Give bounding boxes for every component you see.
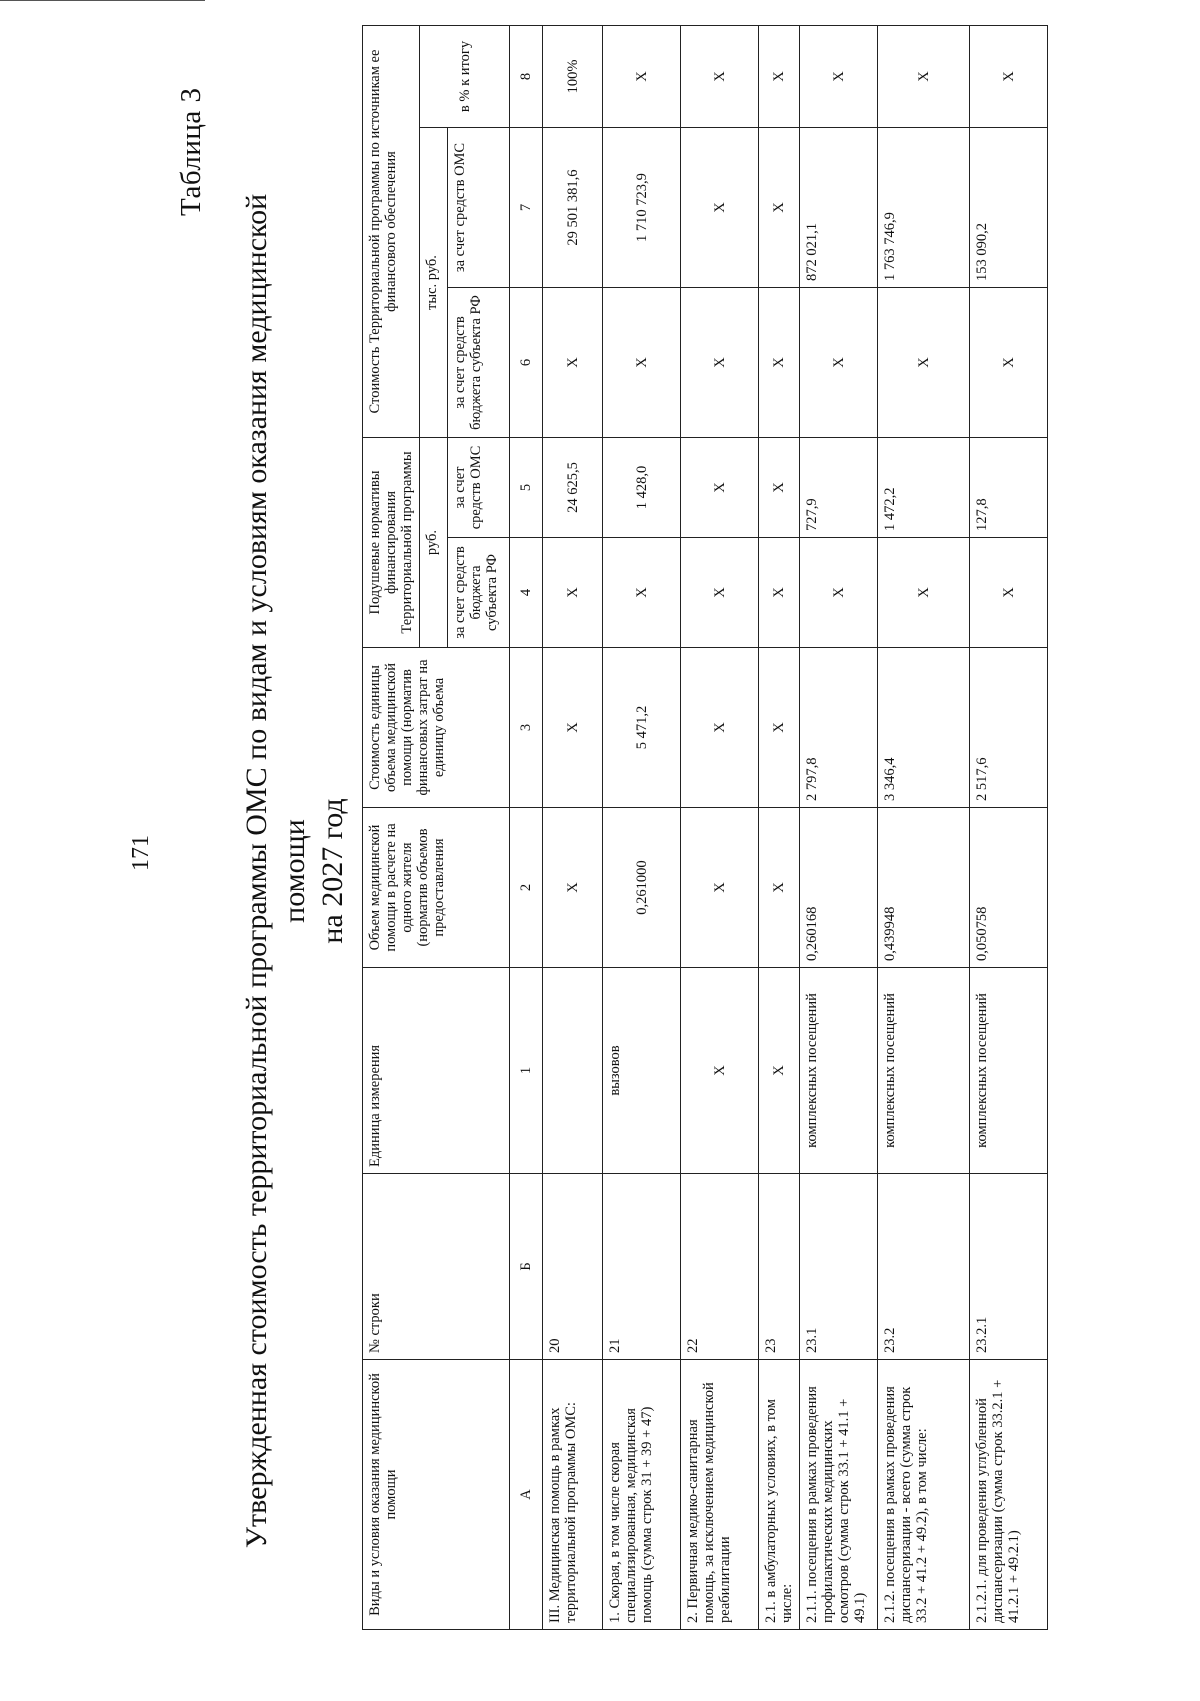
row-cost: 2 517,6 (970, 648, 1048, 808)
header-cost: Стоимость единицы объема медицинской помощи (норматив финансовых затрат на единицу объема (363, 648, 510, 808)
table-row (970, 26, 1048, 1630)
header-tp-oms: за счет средств ОМС (448, 128, 510, 288)
row-tp-oms: 872 021,1 (800, 128, 878, 288)
row-pc-oms: 1 428,0 (603, 438, 681, 538)
row-unit: Х (681, 968, 759, 1174)
row-number: 23.2 (878, 1174, 970, 1360)
column-number: Б (510, 1174, 543, 1360)
header-unit-thousand-rub: тыс. руб. (420, 128, 448, 438)
row-pc-budget: Х (603, 538, 681, 648)
row-name: 2.1. в амбулаторных условиях, в том числе: (759, 1360, 800, 1630)
row-volume: 0,050758 (970, 808, 1048, 968)
column-number: 8 (510, 26, 543, 128)
row-cost: Х (543, 648, 603, 808)
column-number: 4 (510, 538, 543, 648)
row-pc-budget: Х (681, 538, 759, 648)
row-percent: Х (970, 26, 1048, 128)
row-tp-budget: Х (800, 288, 878, 438)
row-pc-oms: 1 472,2 (878, 438, 970, 538)
column-number: 2 (510, 808, 543, 968)
row-tp-budget: Х (759, 288, 800, 438)
table-row (543, 26, 603, 1630)
row-tp-budget: Х (681, 288, 759, 438)
row-percent: 100% (543, 26, 603, 128)
header-percent: в % к итогу (420, 26, 510, 128)
column-number: 3 (510, 648, 543, 808)
row-percent: Х (759, 26, 800, 128)
table-label: Таблица 3 (175, 87, 207, 216)
row-unit: Х (759, 968, 800, 1174)
row-number: 22 (681, 1174, 759, 1360)
row-name: 2. Первичная медико-санитарная помощь, за исключением медицинской реабилитации (681, 1360, 759, 1630)
row-tp-oms: 153 090,2 (970, 128, 1048, 288)
row-number: 23.1 (800, 1174, 878, 1360)
row-percent: Х (800, 26, 878, 128)
table-row (878, 26, 970, 1630)
row-percent: Х (878, 26, 970, 128)
row-name: 2.1.2. посещения в рамках проведения диспансеризации - всего (сумма строк 33.2 + 41.2 + 49.2), в том числе: (878, 1360, 970, 1630)
row-number: 23 (759, 1174, 800, 1360)
column-numbers-row (510, 26, 543, 1630)
row-pc-oms: 24 625,5 (543, 438, 603, 538)
column-number: 7 (510, 128, 543, 288)
header-program-cost-group: Стоимость Территориальной программы по источникам ее финансового обеспечения (363, 26, 420, 438)
row-tp-oms: Х (681, 128, 759, 288)
row-name: 2.1.2.1. для проведения углубленной диспансеризации (сумма строк 33.2.1 + 41.2.1 + 49.2.1) (970, 1360, 1048, 1630)
header-kind: Виды и условия оказания медицинской помощи (363, 1360, 510, 1630)
page-title (238, 171, 352, 1571)
row-pc-budget: Х (800, 538, 878, 648)
table-row (759, 26, 800, 1630)
row-tp-oms: 1 763 746,9 (878, 128, 970, 288)
header-per-capita-group: Подушевые нормативы финансирования Территориальной программы (363, 438, 420, 648)
row-volume: 0,260168 (800, 808, 878, 968)
row-unit: комплексных посещений (878, 968, 970, 1174)
table-row (603, 26, 681, 1630)
column-number: А (510, 1360, 543, 1630)
row-unit: вызовов (603, 968, 681, 1174)
row-tp-budget: Х (970, 288, 1048, 438)
row-percent: Х (603, 26, 681, 128)
row-pc-oms: Х (681, 438, 759, 538)
row-cost: Х (681, 648, 759, 808)
row-name: 2.1.1. посещения в рамках проведения профилактических медицинских осмотров (сумма строк 33.1 + 41.1 + 49.1) (800, 1360, 878, 1630)
header-pc-budget: за счет средств бюджета субъекта РФ (448, 538, 510, 648)
cost-table-wrap (362, 25, 1048, 1630)
row-tp-oms: Х (759, 128, 800, 288)
row-tp-oms: 29 501 381,6 (543, 128, 603, 288)
page-number: 171 (128, 835, 154, 871)
header-pc-oms: за счет средств ОМС (448, 438, 510, 538)
header-unit: Единица измерения (363, 968, 510, 1174)
row-volume: Х (759, 808, 800, 968)
row-volume: Х (543, 808, 603, 968)
row-volume: 0,261000 (603, 808, 681, 968)
row-percent: Х (681, 26, 759, 128)
row-pc-budget: Х (970, 538, 1048, 648)
row-tp-budget: Х (543, 288, 603, 438)
row-volume: Х (681, 808, 759, 968)
table-row (681, 26, 759, 1630)
cost-table (362, 25, 1048, 1630)
column-number: 6 (510, 288, 543, 438)
header-unit-rub: руб. (420, 438, 448, 648)
title-line-1: Утвержденная стоимость территориальной программы ОМС по видам и условиям оказания медицинской помощи (240, 193, 311, 1549)
row-cost: 3 346,4 (878, 648, 970, 808)
column-number: 5 (510, 438, 543, 538)
title-line-2: на 2027 год (316, 798, 349, 944)
row-number: 21 (603, 1174, 681, 1360)
row-number: 23.2.1 (970, 1174, 1048, 1360)
row-volume: 0,439948 (878, 808, 970, 968)
row-pc-oms: 127,8 (970, 438, 1048, 538)
row-name: 1. Скорая, в том числе скорая специализированная, медицинская помощь (сумма строк 31 + 39 + 47) (603, 1360, 681, 1630)
row-name: III. Медицинская помощь в рамках территориальной программы ОМС: (543, 1360, 603, 1630)
row-unit: комплексных посещений (800, 968, 878, 1174)
row-tp-budget: Х (878, 288, 970, 438)
table-row (800, 26, 878, 1630)
row-cost: 5 471,2 (603, 648, 681, 808)
row-cost: 2 797,8 (800, 648, 878, 808)
row-tp-budget: Х (603, 288, 681, 438)
header-row-no: № строки (363, 1174, 510, 1360)
column-number: 1 (510, 968, 543, 1174)
row-tp-oms: 1 710 723,9 (603, 128, 681, 288)
row-number: 20 (543, 1174, 603, 1360)
row-pc-oms: Х (759, 438, 800, 538)
row-cost: Х (759, 648, 800, 808)
row-pc-oms: 727,9 (800, 438, 878, 538)
header-tp-budget: за счет средств бюджета субъекта РФ (448, 288, 510, 438)
row-pc-budget: Х (543, 538, 603, 648)
header-volume: Объем медицинской помощи в расчете на одного жителя (норматив объемов предоставления (363, 808, 510, 968)
row-pc-budget: Х (759, 538, 800, 648)
row-unit (543, 968, 603, 1174)
row-pc-budget: Х (878, 538, 970, 648)
row-unit: комплексных посещений (970, 968, 1048, 1174)
